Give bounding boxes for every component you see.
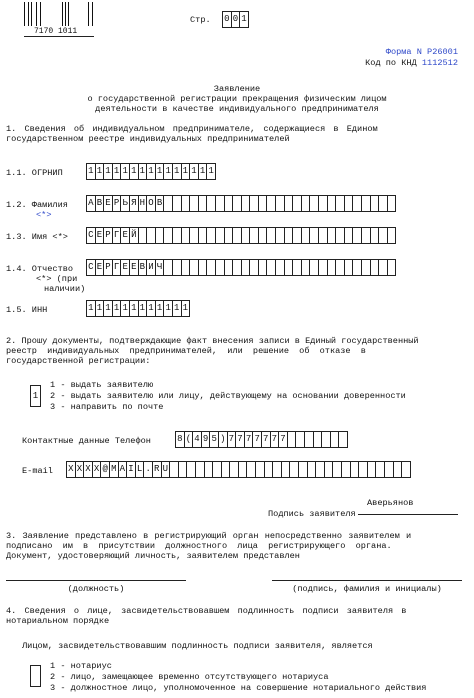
section3-line-3: Документ, удостоверяющий личность, заявителем представлен	[6, 551, 300, 561]
delivery-option-1: 1 - выдать заявителю	[50, 380, 154, 390]
name-cell[interactable]: Й	[129, 227, 139, 244]
surname-cells[interactable]	[86, 195, 395, 212]
name-cell[interactable]: С	[86, 227, 96, 244]
patronymic-cell[interactable]: В	[138, 259, 148, 276]
email-cell[interactable]	[401, 461, 411, 478]
patronymic-cell[interactable]: Ч	[155, 259, 165, 276]
patronymic-label: 1.4. Отчество	[6, 264, 74, 274]
email-cell[interactable]: M	[109, 461, 119, 478]
signature-caption: Подпись заявителя	[268, 509, 356, 519]
patronymic-cell[interactable]	[387, 259, 397, 276]
phone-cell[interactable]: 7	[252, 431, 262, 448]
ogrnip-cells[interactable]	[86, 163, 215, 180]
surname-cell[interactable]: Е	[103, 195, 113, 212]
email-cell[interactable]: L	[135, 461, 145, 478]
email-cell[interactable]: U	[161, 461, 171, 478]
surname-cell[interactable]: В	[95, 195, 105, 212]
inn-cell[interactable]: 1	[138, 300, 148, 317]
inn-cells[interactable]	[86, 300, 189, 317]
form-label[interactable]: Форма N Р26001	[385, 47, 458, 57]
name-cell[interactable]: Р	[103, 227, 113, 244]
phone-cell[interactable]: 9	[201, 431, 211, 448]
phone-cell[interactable]: 7	[244, 431, 254, 448]
name-cells[interactable]	[86, 227, 395, 244]
page-number-cell[interactable]: 0	[222, 11, 232, 28]
section2-line-1: 2. Прошу документы, подтверждающие факт внесения записи в Единый государственный	[6, 336, 419, 346]
inn-label: 1.5. ИНН	[6, 305, 48, 315]
ogrnip-label: 1.1. ОГРНИП	[6, 168, 63, 178]
knd-line	[365, 58, 458, 68]
delivery-choice-box[interactable]: 1	[30, 385, 41, 407]
barcode	[24, 2, 94, 36]
phone-cell[interactable]: 7	[227, 431, 237, 448]
surname-label: 1.2. Фамилия	[6, 200, 68, 210]
knd-code[interactable]: 1112512	[421, 58, 458, 68]
signature-name: Аверьянов	[367, 498, 414, 508]
patronymic-note-2: наличии)	[44, 284, 86, 294]
surname-cell[interactable]: Я	[129, 195, 139, 212]
email-cells[interactable]	[66, 461, 410, 478]
email-cell[interactable]: X	[92, 461, 102, 478]
inn-cell[interactable]: 1	[86, 300, 96, 317]
section4-line-1: 4. Сведения о лице, засвидетельствовавшем подлинность подписи заявителя в	[6, 606, 407, 616]
ogrnip-cell[interactable]: 1	[146, 163, 156, 180]
name-label	[6, 232, 68, 242]
phone-cell[interactable]	[338, 431, 348, 448]
patronymic-note-1: <*> (при	[36, 274, 78, 284]
phone-cell[interactable]: 7	[278, 431, 288, 448]
notary-option-2: 2 - лицо, замещающее временно отсутствующего нотариуса	[50, 672, 329, 682]
ogrnip-cell[interactable]: 1	[163, 163, 173, 180]
inn-cell[interactable]: 1	[95, 300, 105, 317]
ogrnip-cell[interactable]: 1	[155, 163, 165, 180]
patronymic-cell[interactable]: Е	[129, 259, 139, 276]
inn-cell[interactable]: 1	[112, 300, 122, 317]
inn-cell[interactable]: 1	[103, 300, 113, 317]
surname-cell[interactable]: Р	[112, 195, 122, 212]
phone-cell[interactable]: 7	[261, 431, 271, 448]
section4-line-3: Лицом, засвидетельствовавшим подлинность подписи заявителя, является	[22, 641, 373, 651]
knd-label: Код по КНД	[365, 58, 417, 68]
phone-cell[interactable]: 4	[192, 431, 202, 448]
name-cell[interactable]	[387, 227, 397, 244]
delivery-option-3: 3 - направить по почте	[50, 402, 164, 412]
email-cell[interactable]: I	[126, 461, 136, 478]
caption-signature: (подпись, фамилия и инициалы)	[292, 584, 442, 594]
email-cell[interactable]: .	[143, 461, 153, 478]
notary-option-3: 3 - должностное лицо, уполномоченное на совершение нотариального действия	[50, 683, 427, 693]
name-cell[interactable]: Е	[95, 227, 105, 244]
patronymic-cell[interactable]: И	[146, 259, 156, 276]
phone-cells[interactable]	[175, 431, 347, 448]
title-line-3: деятельности в качестве индивидуального предпринимателя	[95, 104, 379, 114]
section3-line-2: подписано им в присутствии должностного лица регистрирующего органа.	[6, 541, 392, 551]
page-number-cell[interactable]: 0	[231, 11, 241, 28]
inn-cell[interactable]: 1	[129, 300, 139, 317]
ogrnip-cell[interactable]: 1	[198, 163, 208, 180]
section2-line-3: государственной регистрации:	[6, 356, 151, 366]
section1-line-1: 1. Сведения об индивидуальном предпринимателе, содержащиеся в Едином	[6, 124, 378, 134]
title-line-1: Заявление	[213, 84, 261, 94]
name-cell[interactable]: Г	[112, 227, 122, 244]
surname-cell[interactable]: О	[146, 195, 156, 212]
name-cell[interactable]: Е	[120, 227, 130, 244]
inn-cell[interactable]: 1	[155, 300, 165, 317]
ogrnip-cell[interactable]: 1	[129, 163, 139, 180]
barcode-number: 7170 1011	[34, 27, 78, 36]
email-cell[interactable]: A	[118, 461, 128, 478]
delivery-option-2: 2 - выдать заявителю или лицу, действующему на основании доверенности	[50, 391, 406, 401]
surname-note[interactable]: <*>	[36, 210, 52, 220]
page-label: Стр.	[190, 15, 211, 25]
email-cell[interactable]: R	[152, 461, 162, 478]
notary-option-1: 1 - нотариус	[50, 661, 112, 671]
email-cell[interactable]: X	[83, 461, 93, 478]
ogrnip-cell[interactable]: 1	[172, 163, 182, 180]
email-cell[interactable]: @	[100, 461, 110, 478]
patronymic-cells[interactable]	[86, 259, 395, 276]
patronymic-cell[interactable]: Р	[103, 259, 113, 276]
patronymic-cell[interactable]: Г	[112, 259, 122, 276]
inn-cell[interactable]: 1	[146, 300, 156, 317]
email-label: E-mail	[22, 466, 53, 476]
phone-cell[interactable]: (	[184, 431, 194, 448]
ogrnip-cell[interactable]: 1	[120, 163, 130, 180]
ogrnip-cell[interactable]: 1	[189, 163, 199, 180]
ogrnip-cell[interactable]: 1	[103, 163, 113, 180]
page-number-cells	[222, 11, 248, 28]
surname-cell[interactable]: А	[86, 195, 96, 212]
email-cell[interactable]: X	[66, 461, 76, 478]
inn-cell[interactable]: 1	[181, 300, 191, 317]
section3-line-1: 3. Заявление представлено в регистрирующий орган непосредственно заявителем и	[6, 531, 412, 541]
section4-line-2: нотариальном порядке	[6, 616, 110, 626]
ogrnip-cell[interactable]: 1	[181, 163, 191, 180]
ogrnip-cell[interactable]: 1	[95, 163, 105, 180]
name-label-text: 1.3. Имя <*>	[6, 232, 68, 242]
notary-choice-box[interactable]	[30, 665, 41, 687]
ogrnip-cell[interactable]: 1	[112, 163, 122, 180]
surname-cell[interactable]	[387, 195, 397, 212]
ogrnip-cell[interactable]: 1	[138, 163, 148, 180]
phone-cell[interactable]: )	[218, 431, 228, 448]
inn-cell[interactable]: 1	[172, 300, 182, 317]
page-number-cell[interactable]: 1	[239, 11, 249, 28]
patronymic-cell[interactable]: Е	[95, 259, 105, 276]
ogrnip-cell[interactable]: 1	[206, 163, 216, 180]
section2-line-2: реестр индивидуальных предпринимателей, или решение об отказе в	[6, 346, 366, 356]
surname-cell[interactable]: Н	[138, 195, 148, 212]
phone-cell[interactable]: 7	[235, 431, 245, 448]
inn-cell[interactable]: 1	[163, 300, 173, 317]
ogrnip-cell[interactable]: 1	[86, 163, 96, 180]
phone-cell[interactable]: 5	[209, 431, 219, 448]
title-line-2: о государственной регистрации прекращения физическим лицом	[87, 94, 387, 104]
inn-cell[interactable]: 1	[120, 300, 130, 317]
surname-cell[interactable]: В	[155, 195, 165, 212]
caption-position: (должность)	[67, 584, 125, 594]
phone-cell[interactable]: 7	[270, 431, 280, 448]
section1-line-2: государственном реестре индивидуальных предпринимателей	[6, 134, 290, 144]
phone-label: Контактные данные Телефон	[22, 436, 151, 446]
patronymic-cell[interactable]: Е	[120, 259, 130, 276]
phone-cell[interactable]: 8	[175, 431, 185, 448]
email-cell[interactable]: X	[75, 461, 85, 478]
surname-cell[interactable]: Ь	[120, 195, 130, 212]
patronymic-cell[interactable]: С	[86, 259, 96, 276]
